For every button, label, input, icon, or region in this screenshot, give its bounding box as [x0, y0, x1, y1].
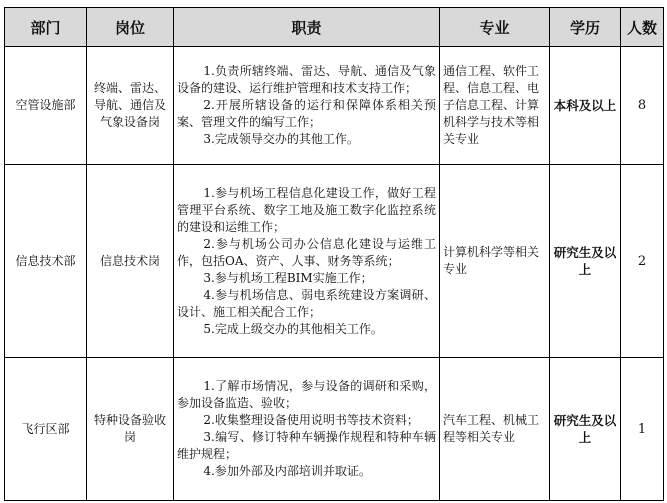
- duties-cell: [174, 165, 440, 358]
- header-major: 专业: [440, 8, 550, 47]
- header-count: 人数: [621, 8, 664, 47]
- duty-item: 2.参与机场公司办公信息化建设与运维工作，包括OA、资产、人事、财务等系统；: [177, 236, 436, 268]
- position-cell: 信息技术岗: [87, 165, 174, 358]
- header-dept: 部门: [5, 8, 87, 47]
- duty-item: 1.负责所辖终端、雷达、导航、通信及气象设备的建设、运行维护管理和技术支持工作；: [177, 64, 436, 95]
- education-cell: 研究生及以上: [550, 358, 621, 501]
- header-education: 学历: [550, 8, 621, 47]
- count-cell: 1: [621, 358, 664, 501]
- table-row: [5, 358, 664, 501]
- duty-item: 4.参与机场信息、弱电系统建设方案调研、设计、施工相关配合工作；: [177, 287, 436, 319]
- table-header-row: [5, 8, 664, 47]
- dept-cell: 空管设施部: [5, 47, 87, 165]
- dept-cell: 信息技术部: [5, 165, 87, 358]
- recruitment-table: [4, 7, 664, 501]
- duties-cell: [174, 358, 440, 501]
- major-cell: 计算机科学等相关专业: [440, 165, 550, 358]
- major-cell: 通信工程、软件工程、信息工程、电子信息工程、计算机科学与技术等相关专业: [440, 47, 550, 165]
- duty-item: 2.开展所辖设备的运行和保障体系相关预案、管理文件的编写工作；: [177, 98, 436, 129]
- duty-item: 3.参与机场工程BIM实施工作；: [203, 270, 373, 285]
- table-row: [5, 165, 664, 358]
- position-cell: 特种设备验收岗: [87, 358, 174, 501]
- duty-item: 1.了解市场情况，参与设备的调研和采购，参加设备监造、验收；: [177, 379, 436, 410]
- count-cell: 2: [621, 165, 664, 358]
- duty-item: 1.参与机场工程信息化建设工作，做好工程管理平台系统、数字工地及施工数字化监控系统的建设和运维工作；: [177, 185, 436, 234]
- education-cell: 本科及以上: [550, 47, 621, 165]
- header-duties: 职责: [174, 8, 440, 47]
- education-cell: 研究生及以上: [550, 165, 621, 358]
- dept-cell: 飞行区部: [5, 358, 87, 501]
- cut-off-heading: [0, 0, 667, 7]
- duties-cell: [174, 47, 440, 165]
- duty-item: 3.编写、修订特种车辆操作规程和特种车辆维护规程；: [177, 430, 436, 461]
- count-cell: 8: [621, 47, 664, 165]
- duty-item: 4.参加外部及内部培训并取证。: [203, 464, 371, 478]
- duty-item: 2.收集整理设备使用说明书等技术资料；: [203, 413, 419, 427]
- header-position: 岗位: [87, 8, 174, 47]
- duty-item: 3.完成领导交办的其他工作。: [203, 132, 359, 146]
- duty-item: 5.完成上级交办的其他相关工作。: [203, 321, 383, 336]
- position-cell: 终端、雷达、导航、通信及气象设备岗: [87, 47, 174, 165]
- major-cell: 汽车工程、机械工程等相关专业: [440, 358, 550, 501]
- table-row: [5, 47, 664, 165]
